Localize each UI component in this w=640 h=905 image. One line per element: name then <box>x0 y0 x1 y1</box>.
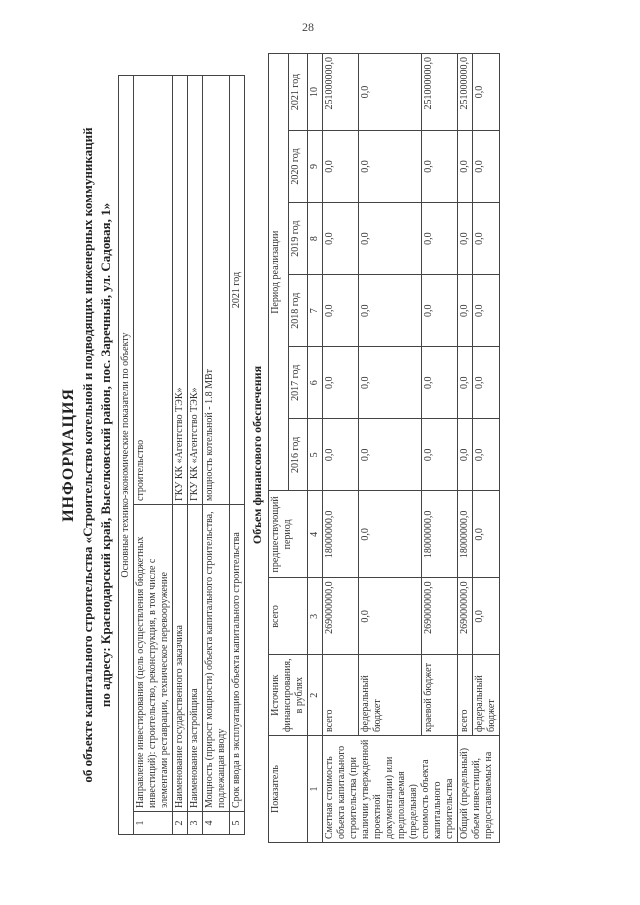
table-row <box>473 54 500 843</box>
value-cell: 0,0 <box>358 491 422 578</box>
value-cell: 18000000,0 <box>323 491 359 578</box>
header-previous-period: предшествующий период <box>269 491 308 578</box>
value-cell: 0,0 <box>473 347 500 419</box>
value-cell: 0,0 <box>422 347 458 419</box>
row-number: 5 <box>230 812 245 835</box>
source-label: краевой бюджет <box>422 655 458 736</box>
document-title: ИНФОРМАЦИЯ <box>60 388 77 522</box>
value-cell: 0,0 <box>473 578 500 655</box>
header-year: 2017 год <box>288 347 308 419</box>
value-cell: 0,0 <box>473 131 500 203</box>
value-cell: 0,0 <box>473 275 500 347</box>
row-label: Направление инвестирования (цель осуществления бюджетных инвестиций): строительство, реконструкция, в том числе с элементами реставрации, техническое перевооружение <box>134 505 173 812</box>
source-label: федеральный бюджет <box>473 655 500 736</box>
header-implementation-period: Период реализации <box>269 54 289 491</box>
finance-section-title: Объем финансового обеспечения <box>250 365 264 545</box>
value-cell: 0,0 <box>323 275 359 347</box>
value-cell: 0,0 <box>473 491 500 578</box>
value-cell: 0,0 <box>358 419 422 491</box>
value-cell: 0,0 <box>458 347 473 419</box>
col-number: 8 <box>308 203 323 275</box>
indicator-label: Общий (предельный) объем инвестиций, предоставляемых на <box>458 736 500 843</box>
value-cell: 0,0 <box>358 275 422 347</box>
table-row <box>458 54 473 843</box>
value-cell: 0,0 <box>458 275 473 347</box>
value-cell: 269000000,0 <box>323 578 359 655</box>
value-cell: 0,0 <box>473 54 500 131</box>
value-cell: 0,0 <box>358 347 422 419</box>
value-cell: 0,0 <box>358 578 422 655</box>
col-number: 2 <box>308 655 323 736</box>
value-cell: 0,0 <box>358 203 422 275</box>
row-number: 3 <box>188 812 203 835</box>
value-cell: 0,0 <box>323 419 359 491</box>
row-label: Наименование государственного заказчика <box>173 505 188 812</box>
value-cell: 0,0 <box>473 419 500 491</box>
table-row <box>173 76 188 835</box>
source-label: всего <box>458 655 473 736</box>
row-label: Мощность (прирост мощности) объекта капитального строительства, подлежащая вводу <box>203 505 230 812</box>
table-row <box>323 54 359 843</box>
table-row <box>188 76 203 835</box>
value-cell: 251000000,0 <box>458 54 473 131</box>
value-cell: 0,0 <box>323 203 359 275</box>
page-number: 28 <box>302 20 314 34</box>
value-cell: 0,0 <box>458 203 473 275</box>
row-value: ГКУ КК «Агентство ТЭК» <box>188 76 203 505</box>
header-year: 2018 год <box>288 275 308 347</box>
table-row <box>203 76 230 835</box>
col-number: 6 <box>308 347 323 419</box>
row-value: 2021 год <box>230 76 245 505</box>
row-number: 1 <box>134 812 173 835</box>
row-number: 4 <box>203 812 230 835</box>
value-cell: 18000000,0 <box>458 491 473 578</box>
value-cell: 0,0 <box>458 131 473 203</box>
row-label: Наименование застройщика <box>188 505 203 812</box>
header-year: 2019 год <box>288 203 308 275</box>
value-cell: 0,0 <box>358 131 422 203</box>
col-number: 5 <box>308 419 323 491</box>
value-cell: 0,0 <box>422 275 458 347</box>
document-subtitle-line2: по адресу: Краснодарский край, Выселковский район, пос. Заречный, ул. Садовая, 1» <box>98 202 113 708</box>
indicator-label: Сметная стоимость объекта капитального строительства (при наличии утвержденной проектной документации) или предполагаемая (предельная) стоимость объекта капитального строительства <box>323 736 458 843</box>
col-number: 10 <box>308 54 323 131</box>
row-value: мощность котельной - 1.8 МВт <box>203 76 230 505</box>
value-cell: 0,0 <box>323 347 359 419</box>
row-value: строительство <box>134 76 173 505</box>
value-cell: 269000000,0 <box>422 578 458 655</box>
tech-table-header: Основные технико-экономические показатели по объекту <box>119 76 134 835</box>
header-indicator: Показатель <box>269 736 308 843</box>
col-number: 7 <box>308 275 323 347</box>
value-cell: 0,0 <box>422 131 458 203</box>
value-cell: 0,0 <box>422 203 458 275</box>
table-row <box>358 54 422 843</box>
col-number: 1 <box>308 736 323 843</box>
row-label: Срок ввода в эксплуатацию объекта капитального строительства <box>230 505 245 812</box>
value-cell: 0,0 <box>422 419 458 491</box>
table-row <box>422 54 458 843</box>
header-source: Источник финансирования, в рублях <box>269 655 308 736</box>
value-cell: 0,0 <box>473 203 500 275</box>
value-cell: 0,0 <box>458 419 473 491</box>
col-number: 4 <box>308 491 323 578</box>
column-number-row <box>308 54 323 843</box>
source-label: всего <box>323 655 359 736</box>
value-cell: 269000000,0 <box>458 578 473 655</box>
document-subtitle-line1: об объекте капитального строительства «Строительство котельной и подводящих инженерных коммуникаций <box>80 127 95 783</box>
rotated-page-content <box>60 45 580 865</box>
value-cell: 0,0 <box>323 131 359 203</box>
header-year: 2020 год <box>288 131 308 203</box>
finance-table <box>268 53 500 843</box>
header-year: 2021 год <box>288 54 308 131</box>
value-cell: 0,0 <box>358 54 422 131</box>
source-label: федеральный бюджет <box>358 655 422 736</box>
table-row <box>230 76 245 835</box>
row-value: ГКУ КК «Агентство ТЭК» <box>173 76 188 505</box>
value-cell: 18000000,0 <box>422 491 458 578</box>
header-total: всего <box>269 578 308 655</box>
table-row <box>134 76 173 835</box>
tech-indicators-table <box>118 75 245 835</box>
header-year: 2016 год <box>288 419 308 491</box>
col-number: 9 <box>308 131 323 203</box>
value-cell: 251000000,0 <box>323 54 359 131</box>
col-number: 3 <box>308 578 323 655</box>
value-cell: 251000000,0 <box>422 54 458 131</box>
row-number: 2 <box>173 812 188 835</box>
